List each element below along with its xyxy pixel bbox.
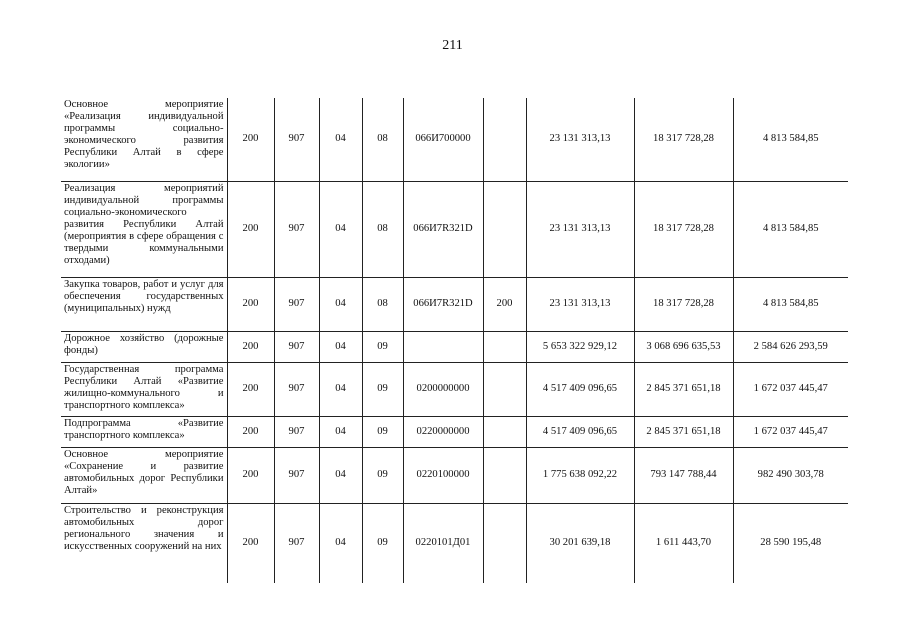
expense-type-code (483, 331, 526, 362)
target-article-code: 0220101Д01 (403, 503, 483, 583)
ministry-code: 907 (274, 181, 319, 277)
item-name: Основное мероприятие «Сохранение и развитие автомобильных дорог Республики Алтай» (61, 447, 227, 503)
amount-part-1: 2 845 371 651,18 (634, 362, 733, 416)
table-row (61, 447, 848, 503)
page-number: 211 (442, 38, 463, 53)
target-article-code: 0220100000 (403, 447, 483, 503)
section-code: 04 (319, 503, 362, 583)
item-name: Реализация мероприятий индивидуальной программы социально-экономического развития Республики Алтай (мероприятия в сфере обращения с твердыми коммунальными отходами) (61, 181, 227, 277)
section-code: 04 (319, 447, 362, 503)
item-name: Дорожное хозяйство (дорожные фонды) (61, 331, 227, 362)
target-article-code: 0200000000 (403, 362, 483, 416)
section-code: 04 (319, 416, 362, 447)
budget-table-body (61, 98, 848, 583)
ministry-code: 907 (274, 447, 319, 503)
expense-type-code (483, 181, 526, 277)
item-name: Государственная программа Республики Алтай «Развитие жилищно-коммунального и транспортного комплекса» (61, 362, 227, 416)
amount-part-1: 1 611 443,70 (634, 503, 733, 583)
item-name: Основное мероприятие «Реализация индивидуальной программы социально-экономического развития Республики Алтай в сфере экологии» (61, 98, 227, 181)
target-article-code: 066И700000 (403, 98, 483, 181)
amount-total: 23 131 313,13 (526, 181, 634, 277)
subsection-code: 09 (362, 362, 403, 416)
amount-total: 4 517 409 096,65 (526, 362, 634, 416)
table-row (61, 503, 848, 583)
subsection-code: 09 (362, 447, 403, 503)
admin-code: 200 (227, 331, 274, 362)
subsection-code: 08 (362, 181, 403, 277)
subsection-code: 08 (362, 98, 403, 181)
table-row (61, 181, 848, 277)
expense-type-code (483, 362, 526, 416)
amount-total: 1 775 638 092,22 (526, 447, 634, 503)
admin-code: 200 (227, 447, 274, 503)
section-code: 04 (319, 331, 362, 362)
subsection-code: 09 (362, 331, 403, 362)
target-article-code: 066И7R321D (403, 181, 483, 277)
amount-part-1: 793 147 788,44 (634, 447, 733, 503)
table-row (61, 277, 848, 331)
section-code: 04 (319, 362, 362, 416)
subsection-code: 09 (362, 416, 403, 447)
subsection-code: 09 (362, 503, 403, 583)
expense-type-code (483, 503, 526, 583)
section-code: 04 (319, 277, 362, 331)
expense-type-code (483, 98, 526, 181)
admin-code: 200 (227, 181, 274, 277)
ministry-code: 907 (274, 277, 319, 331)
admin-code: 200 (227, 362, 274, 416)
amount-total: 23 131 313,13 (526, 277, 634, 331)
amount-part-1: 2 845 371 651,18 (634, 416, 733, 447)
ministry-code: 907 (274, 98, 319, 181)
expense-type-code (483, 416, 526, 447)
amount-part-1: 18 317 728,28 (634, 277, 733, 331)
section-code: 04 (319, 181, 362, 277)
admin-code: 200 (227, 98, 274, 181)
amount-total: 23 131 313,13 (526, 98, 634, 181)
amount-part-2: 982 490 303,78 (733, 447, 848, 503)
budget-table (61, 98, 848, 583)
admin-code: 200 (227, 416, 274, 447)
amount-part-1: 18 317 728,28 (634, 98, 733, 181)
target-article-code: 0220000000 (403, 416, 483, 447)
target-article-code: 066И7R321D (403, 277, 483, 331)
amount-total: 4 517 409 096,65 (526, 416, 634, 447)
amount-part-2: 2 584 626 293,59 (733, 331, 848, 362)
amount-part-1: 18 317 728,28 (634, 181, 733, 277)
amount-part-2: 4 813 584,85 (733, 98, 848, 181)
table-row (61, 331, 848, 362)
amount-part-2: 4 813 584,85 (733, 277, 848, 331)
amount-total: 30 201 639,18 (526, 503, 634, 583)
expense-type-code: 200 (483, 277, 526, 331)
admin-code: 200 (227, 503, 274, 583)
ministry-code: 907 (274, 331, 319, 362)
item-name: Строительство и реконструкция автомобильных дорог регионального значения и искусственных сооружений на них (61, 503, 227, 583)
table-row (61, 416, 848, 447)
ministry-code: 907 (274, 362, 319, 416)
item-name: Закупка товаров, работ и услуг для обеспечения государственных (муниципальных) нужд (61, 277, 227, 331)
amount-part-2: 4 813 584,85 (733, 181, 848, 277)
amount-part-1: 3 068 696 635,53 (634, 331, 733, 362)
amount-total: 5 653 322 929,12 (526, 331, 634, 362)
amount-part-2: 1 672 037 445,47 (733, 416, 848, 447)
item-name: Подпрограмма «Развитие транспортного комплекса» (61, 416, 227, 447)
table-row (61, 98, 848, 181)
amount-part-2: 28 590 195,48 (733, 503, 848, 583)
expense-type-code (483, 447, 526, 503)
table-row (61, 362, 848, 416)
ministry-code: 907 (274, 503, 319, 583)
target-article-code (403, 331, 483, 362)
ministry-code: 907 (274, 416, 319, 447)
admin-code: 200 (227, 277, 274, 331)
amount-part-2: 1 672 037 445,47 (733, 362, 848, 416)
subsection-code: 08 (362, 277, 403, 331)
section-code: 04 (319, 98, 362, 181)
